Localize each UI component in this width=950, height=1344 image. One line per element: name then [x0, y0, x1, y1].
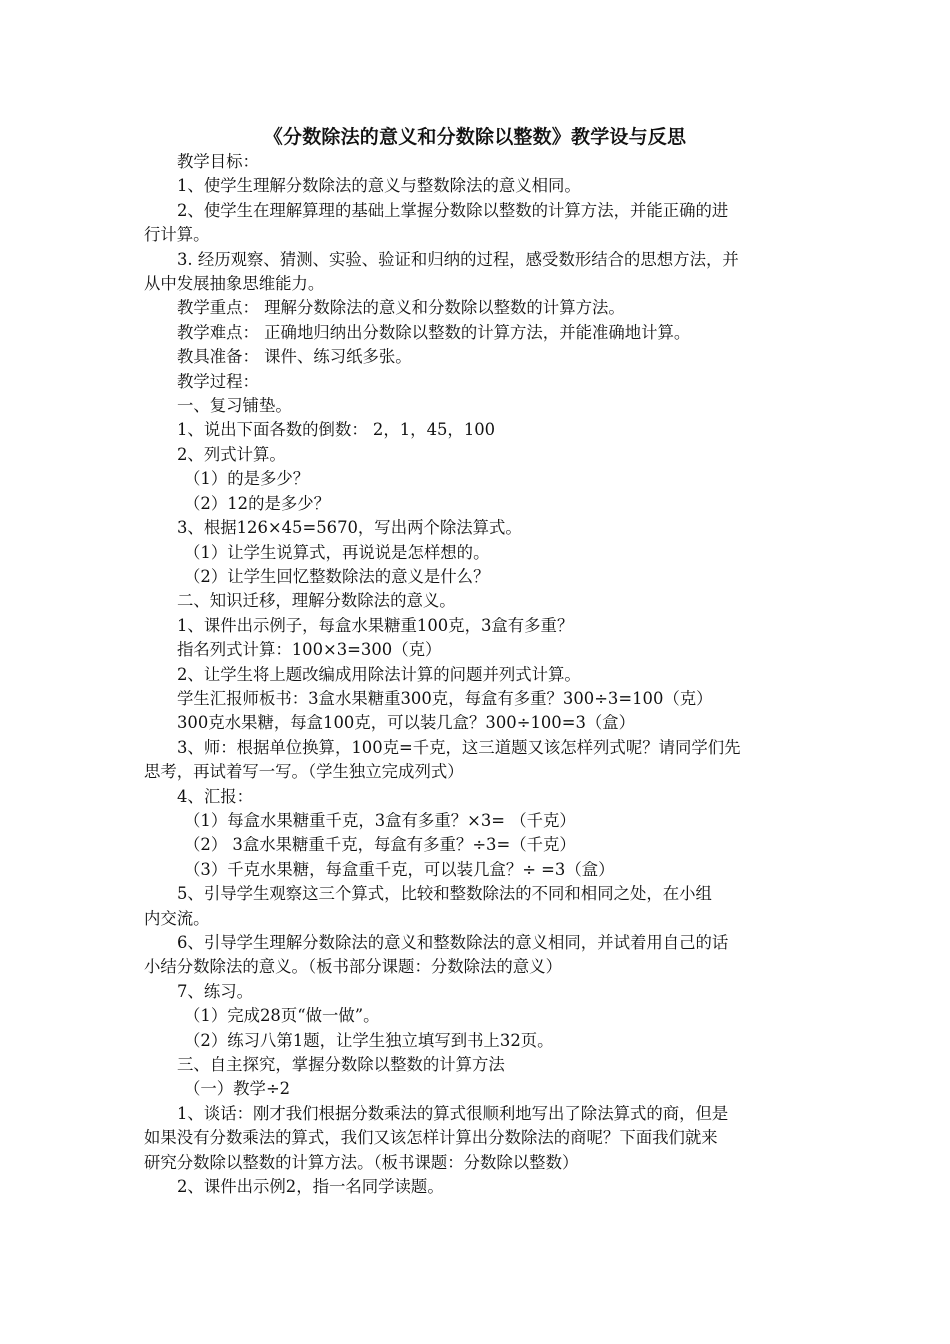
- text-line: 1、说出下面各数的倒数： 2，1，45，100: [177, 420, 496, 440]
- text-line: 二、知识迁移，理解分数除法的意义。: [177, 591, 456, 611]
- text-line: 教学目标：: [177, 152, 259, 171]
- text-line: 小结分数除法的意义。（板书部分课题：分数除法的意义）: [144, 957, 562, 977]
- text-line: （1）让学生说算式，再说说是怎样想的。: [184, 542, 490, 562]
- text-line: （1）每盒水果糖重千克，3盒有多重？×3= （千克）: [184, 810, 576, 830]
- text-line: 研究分数除以整数的计算方法。（板书课题：分数除以整数）: [144, 1152, 579, 1172]
- text-line: 2、使学生在理解算理的基础上掌握分数除以整数的计算方法，并能正确的进: [177, 200, 729, 220]
- document-title: 《分数除法的意义和分数除以整数》教学设与反思: [263, 126, 687, 148]
- text-line: 300克水果糖，每盒100克，可以装几盒？300÷100=3（盒）: [177, 713, 636, 733]
- text-line: 4、汇报：: [177, 786, 253, 806]
- text-line: 教具准备： 课件、练习纸多张。: [177, 347, 412, 367]
- text-line: 3、师：根据单位换算，100克=千克，这三道题又该怎样列式呢？请同学们先: [177, 737, 741, 757]
- text-line: （1）的是多少？: [184, 469, 310, 489]
- text-line: 1、使学生理解分数除法的意义与整数除法的意义相同。: [177, 176, 581, 196]
- text-line: 从中发展抽象思维能力。: [144, 274, 325, 294]
- text-line: （2）练习八第1题，让学生独立填写到书上32页。: [184, 1030, 554, 1050]
- text-line: 2、课件出示例2，指一名同学读题。: [177, 1177, 444, 1197]
- text-line: 6、引导学生理解分数除法的意义和整数除法的意义相同，并试着用自己的话: [177, 933, 729, 952]
- text-line: 如果没有分数乘法的算式，我们又该怎样计算出分数除法的商呢？下面我们就来: [144, 1128, 718, 1148]
- text-line: 3. 经历观察、猜测、实验、验证和归纳的过程，感受数形结合的思想方法，并: [177, 249, 739, 269]
- text-line: 学生汇报师板书：3盒水果糖重300克，每盒有多重？300÷3=100（克）: [177, 688, 713, 708]
- text-line: （3）千克水果糖，每盒重千克，可以装几盒？÷ =3（盒）: [184, 859, 615, 879]
- text-line: （2）12的是多少？: [184, 493, 331, 513]
- text-line: 内交流。: [144, 908, 210, 928]
- text-line: 1、谈话：刚才我们根据分数乘法的算式很顺利地写出了除法算式的商，但是: [177, 1103, 729, 1123]
- text-line: （2） 3盒水果糖重千克，每盒有多重？÷3=（千克）: [184, 835, 576, 855]
- text-line: 三、自主探究，掌握分数除以整数的计算方法: [177, 1055, 505, 1075]
- text-line: 教学过程：: [177, 371, 259, 391]
- text-line: 教学难点： 正确地归纳出分数除以整数的计算方法，并能准确地计算。: [177, 322, 691, 342]
- document-body: [144, 150, 810, 1199]
- text-line: 1、课件出示例子，每盒水果糖重100克，3盒有多重？: [177, 615, 574, 635]
- text-line: 2、让学生将上题改编成用除法计算的问题并列式计算。: [177, 664, 581, 684]
- text-line: 7、练习。: [177, 981, 253, 1001]
- text-line: （一）教学÷2: [184, 1079, 291, 1099]
- text-line: （1）完成28页“做一做”。: [184, 1006, 380, 1026]
- text-line: 教学重点： 理解分数除法的意义和分数除以整数的计算方法。: [177, 298, 625, 318]
- text-line: （2）让学生回忆整数除法的意义是什么？: [184, 566, 490, 586]
- text-line: 指名列式计算：100×3=300（克）: [177, 640, 442, 660]
- text-line: 2、列式计算。: [177, 444, 286, 464]
- text-line: 思考，再试着写一写。（学生独立完成列式）: [144, 762, 464, 782]
- text-line: 3、根据126×45=5670，写出两个除法算式。: [177, 518, 522, 538]
- text-line: 行计算。: [144, 225, 210, 245]
- text-line: 5、引导学生观察这三个算式，比较和整数除法的不同和相同之处，在小组: [177, 884, 712, 904]
- text-line: 一、复习铺垫。: [177, 396, 292, 416]
